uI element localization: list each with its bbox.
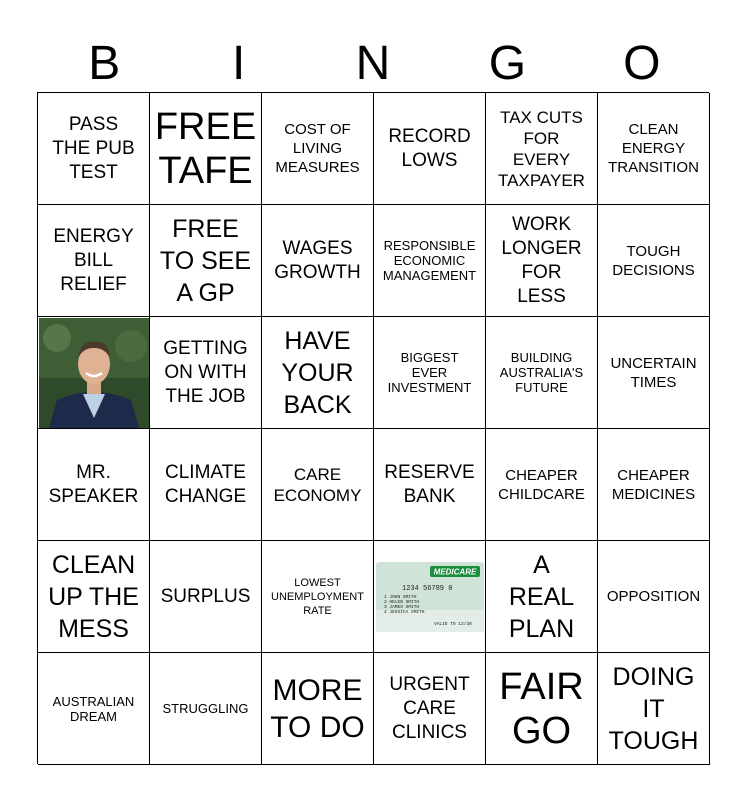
cell-label: FAIR GO xyxy=(499,665,584,752)
cell-label: WAGES GROWTH xyxy=(274,237,361,283)
cell-label: LOWEST UNEMPLOYMENT RATE xyxy=(271,576,364,617)
bingo-cell[interactable] xyxy=(150,541,262,653)
cell-label: BUILDING AUSTRALIA'S FUTURE xyxy=(499,350,584,395)
bingo-cell[interactable] xyxy=(374,205,486,317)
cell-label: CARE ECONOMY xyxy=(273,464,362,505)
medicare-line: 2 HELEN SMITH xyxy=(383,599,419,605)
bingo-cell[interactable] xyxy=(150,205,262,317)
cell-label: CHEAPER CHILDCARE xyxy=(498,466,585,503)
header-letter-i: I xyxy=(231,37,246,90)
bingo-header xyxy=(37,36,709,92)
cell-label: UNCERTAIN TIMES xyxy=(610,354,697,391)
cell-label: CLIMATE CHANGE xyxy=(164,461,247,507)
bingo-cell[interactable] xyxy=(38,93,150,205)
cell-label: ENERGY BILL RELIEF xyxy=(53,225,134,295)
cell-label: BIGGEST EVER INVESTMENT xyxy=(387,350,472,395)
cell-label: FREE TAFE xyxy=(154,105,257,192)
cell-label: FREE TO SEE A GP xyxy=(159,214,252,307)
cell-label: CHEAPER MEDICINES xyxy=(611,466,696,503)
bingo-cell[interactable] xyxy=(598,93,710,205)
cell-label: CLEAN UP THE MESS xyxy=(48,550,139,643)
bingo-cell[interactable] xyxy=(150,317,262,429)
cell-label: OPPOSITION xyxy=(606,588,701,605)
cell-label: DOING IT TOUGH xyxy=(608,662,699,755)
bingo-cell[interactable] xyxy=(38,541,150,653)
bingo-cell[interactable] xyxy=(262,93,374,205)
medicare-brand: medicare xyxy=(433,567,476,576)
bingo-cell[interactable] xyxy=(262,541,374,653)
cell-label: SURPLUS xyxy=(160,585,251,607)
cell-label: A REAL PLAN xyxy=(508,550,575,643)
bingo-cell[interactable] xyxy=(374,429,486,541)
bingo-cell[interactable] xyxy=(486,317,598,429)
bingo-cell[interactable] xyxy=(262,317,374,429)
bingo-cell[interactable] xyxy=(486,93,598,205)
bingo-cell[interactable] xyxy=(598,317,710,429)
bingo-cell[interactable] xyxy=(150,429,262,541)
bingo-cell[interactable] xyxy=(262,205,374,317)
bingo-cell[interactable] xyxy=(150,653,262,765)
bingo-cell[interactable] xyxy=(486,429,598,541)
cell-label: HAVE YOUR BACK xyxy=(281,326,354,419)
medicare-line: 1 JOHN SMITH xyxy=(383,594,416,600)
medicare-card-image xyxy=(376,562,484,632)
header-letter-o: O xyxy=(623,37,661,90)
politician-portrait-image xyxy=(39,318,149,428)
cell-label: RESERVE BANK xyxy=(384,461,475,507)
bingo-cell[interactable] xyxy=(262,429,374,541)
bingo-cell[interactable] xyxy=(598,205,710,317)
bingo-grid xyxy=(37,92,709,764)
bingo-cell[interactable] xyxy=(374,653,486,765)
bingo-cell[interactable] xyxy=(38,653,150,765)
bingo-cell[interactable] xyxy=(486,541,598,653)
cell-label: MR. SPEAKER xyxy=(48,461,139,507)
bingo-cell[interactable] xyxy=(374,93,486,205)
bingo-cell[interactable] xyxy=(598,541,710,653)
cell-label: RESPONSIBLE ECONOMIC MANAGEMENT xyxy=(382,238,477,283)
bingo-cell[interactable] xyxy=(598,429,710,541)
cell-label: COST OF LIVING MEASURES xyxy=(275,121,360,176)
bingo-cell-portrait[interactable] xyxy=(38,317,150,429)
bingo-cell[interactable] xyxy=(374,317,486,429)
medicare-line: 4 JESSICA SMITH xyxy=(383,609,425,615)
cell-label: STRUGGLING xyxy=(162,701,249,716)
bingo-cell[interactable] xyxy=(38,205,150,317)
bingo-cell[interactable] xyxy=(38,429,150,541)
cell-label: WORK LONGER FOR LESS xyxy=(501,213,582,307)
medicare-number: 1234 56789 0 xyxy=(401,584,452,593)
cell-label: TAX CUTS FOR EVERY TAXPAYER xyxy=(498,107,585,190)
bingo-cell[interactable] xyxy=(262,653,374,765)
cell-label: RECORD LOWS xyxy=(388,125,471,171)
medicare-line: 3 JAMES SMITH xyxy=(383,604,419,610)
medicare-valid: VALID TO 12/30 xyxy=(433,621,472,627)
bingo-cell[interactable] xyxy=(150,93,262,205)
cell-label: TOUGH DECISIONS xyxy=(612,242,695,279)
bingo-cell[interactable] xyxy=(486,653,598,765)
cell-label: AUSTRALIAN DREAM xyxy=(52,693,135,724)
bingo-cell[interactable] xyxy=(486,205,598,317)
header-letter-b: B xyxy=(88,37,121,90)
header-letter-g: G xyxy=(488,37,527,90)
bingo-cell-medicare[interactable] xyxy=(374,541,486,653)
cell-label: GETTING ON WITH THE JOB xyxy=(163,337,248,407)
cell-label: PASS THE PUB TEST xyxy=(52,113,135,183)
cell-label: URGENT CARE CLINICS xyxy=(389,673,470,743)
header-letter-n: N xyxy=(355,37,391,90)
cell-label: CLEAN ENERGY TRANSITION xyxy=(608,121,699,176)
bingo-cell[interactable] xyxy=(598,653,710,765)
cell-label: MORE TO DO xyxy=(270,673,365,744)
